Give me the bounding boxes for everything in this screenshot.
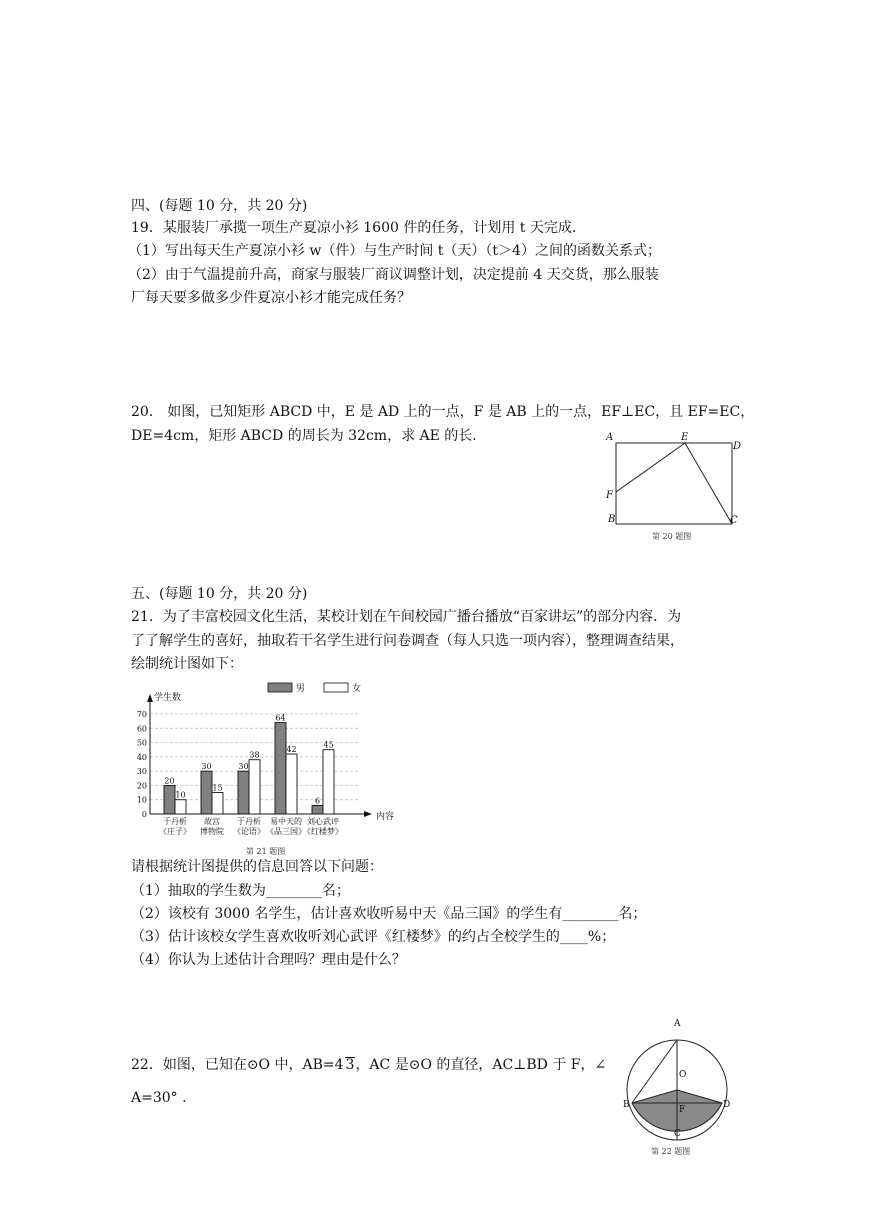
bar-value-label: 45 — [323, 740, 334, 750]
bar-value-label: 38 — [249, 750, 260, 760]
bar-value-label: 10 — [175, 790, 186, 800]
y-axis-title: 学生数 — [154, 693, 182, 703]
figure-20 — [600, 425, 750, 545]
bar-value-label: 15 — [212, 783, 223, 793]
legend-swatch-female — [324, 683, 348, 692]
bar-value-label: 64 — [275, 713, 286, 723]
category-label-line1: 于丹析 — [163, 817, 187, 826]
bar-female — [323, 750, 334, 814]
bar-female — [249, 760, 260, 814]
bar-male — [275, 723, 286, 814]
q19-part1: （1）写出每天生产夏凉小衫 w（件）与生产时间 t（天）（t＞4）之间的函数关系式； — [128, 243, 661, 259]
rect-abcd — [616, 443, 732, 524]
figure-22 — [615, 1012, 745, 1160]
sqrt-3: 3 — [345, 1057, 355, 1073]
bar-male — [164, 785, 175, 814]
legend-label-female: 女 — [352, 684, 362, 694]
y-tick-label: 0 — [141, 810, 147, 819]
category-label-line1: 于丹析 — [237, 817, 261, 826]
legend-swatch-male — [268, 683, 292, 692]
label-c: C — [674, 1129, 681, 1139]
legend-label-male: 男 — [296, 684, 306, 694]
label-c: C — [730, 515, 738, 526]
bar-female — [175, 800, 186, 814]
segment-ef — [616, 443, 685, 492]
q19-part2a: （2）由于气温提前升高，商家与服装厂商议调整计划，决定提前 4 天交货，那么服装 — [128, 267, 659, 283]
label-d: D — [723, 1100, 731, 1110]
x-axis-title: 内容 — [376, 812, 395, 822]
category-label-line2: 《庄子》 — [159, 827, 191, 836]
bar-female — [286, 754, 297, 814]
bar-value-label: 30 — [238, 762, 249, 772]
q21-sub1: （1）抽取的学生数为________名； — [131, 883, 350, 899]
category-label-line1: 故宫 — [204, 817, 220, 826]
category-label-line2: 博物院 — [200, 827, 224, 836]
category-label-line2: 《红楼梦》 — [303, 827, 343, 836]
q21-after: 请根据统计图提供的信息回答以下问题： — [131, 859, 383, 875]
q21-line1: 21．为了丰富校园文化生活，某校计划在午间校园广播台播放“百家讲坛”的部分内容．为 — [131, 609, 682, 625]
bar-chart-21 — [128, 676, 398, 861]
label-a: A — [674, 1019, 681, 1029]
label-f: F — [606, 490, 613, 501]
bar-value-label: 20 — [164, 776, 175, 786]
label-a: A — [606, 432, 614, 443]
bar-male — [201, 771, 212, 814]
label-o: O — [679, 1070, 687, 1080]
y-tick-label: 50 — [136, 738, 147, 748]
category-label-line1: 刘心武评 — [307, 817, 339, 826]
q21-sub4: （4）你认为上述估计合理吗？理由是什么？ — [131, 952, 406, 968]
bar-value-label: 6 — [314, 796, 321, 806]
category-label-line1: 易中天的 — [270, 817, 302, 826]
bar-value-label: 30 — [201, 762, 212, 772]
figure-22-caption: 第 22 题图 — [651, 1147, 691, 1156]
bar-female — [212, 793, 223, 814]
section4-heading: 四、(每题 10 分，共 20 分) — [131, 198, 308, 214]
y-tick-label: 30 — [136, 767, 147, 777]
bar-male — [238, 771, 249, 814]
y-tick-label: 40 — [136, 752, 147, 762]
label-f: F — [679, 1105, 686, 1115]
label-b: B — [623, 1100, 630, 1110]
x-axis-arrow — [364, 811, 372, 817]
figure-20-caption: 第 20 题图 — [652, 532, 692, 541]
y-tick-label: 60 — [136, 724, 147, 734]
y-tick-label: 20 — [136, 781, 147, 791]
q19-stem: 19．某服装厂承揽一项生产夏凉小衫 1600 件的任务，计划用 t 天完成． — [131, 220, 586, 236]
q19-part2b: 厂每天要多做多少件夏凉小衫才能完成任务？ — [131, 290, 411, 306]
label-b: B — [608, 514, 616, 525]
segment-ec — [685, 443, 732, 524]
q22-line1 — [131, 1055, 606, 1075]
y-tick-label: 70 — [136, 710, 147, 719]
bar-value-label: 42 — [286, 745, 297, 754]
q21-line2: 了了解学生的喜好，抽取若干名学生进行问卷调查（每人只选一项内容），整理调查结果， — [131, 633, 684, 649]
y-tick-label: 10 — [136, 795, 147, 805]
q22-line2: A=30° . — [131, 1090, 187, 1106]
q22-text-a: 22．如图，已知在⊙O 中，AB=4 — [131, 1057, 344, 1073]
bar-male — [312, 805, 323, 814]
label-e: E — [681, 432, 689, 443]
figure-21-caption: 第 21 题图 — [246, 847, 286, 856]
category-label-line2: 《论语》 — [233, 827, 265, 836]
q21-sub3: （3）估计该校女学生喜欢收听刘心武评《红楼梦》的约占全校学生的____%； — [131, 929, 616, 945]
category-label-line2: 《品三国》 — [266, 827, 306, 836]
q20-line2: DE=4cm，矩形 ABCD 的周长为 32cm，求 AE 的长． — [131, 428, 487, 444]
y-axis-arrow — [147, 694, 153, 702]
q21-line3: 绘制统计图如下： — [131, 656, 243, 672]
q20-line1: 20． 如图，已知矩形 ABCD 中，E 是 AD 上的一点，F 是 AB 上的一点，EF⊥EC，且 EF=EC， — [131, 404, 755, 420]
q22-text-b: ，AC 是⊙O 的直径，AC⊥BD 于 F，∠ — [355, 1057, 607, 1073]
label-d: D — [733, 441, 742, 452]
q21-sub2: （2）该校有 3000 名学生，估计喜欢收听易中天《品三国》的学生有________名； — [131, 906, 647, 922]
section5-heading: 五、(每题 10 分，共 20 分) — [131, 586, 308, 602]
